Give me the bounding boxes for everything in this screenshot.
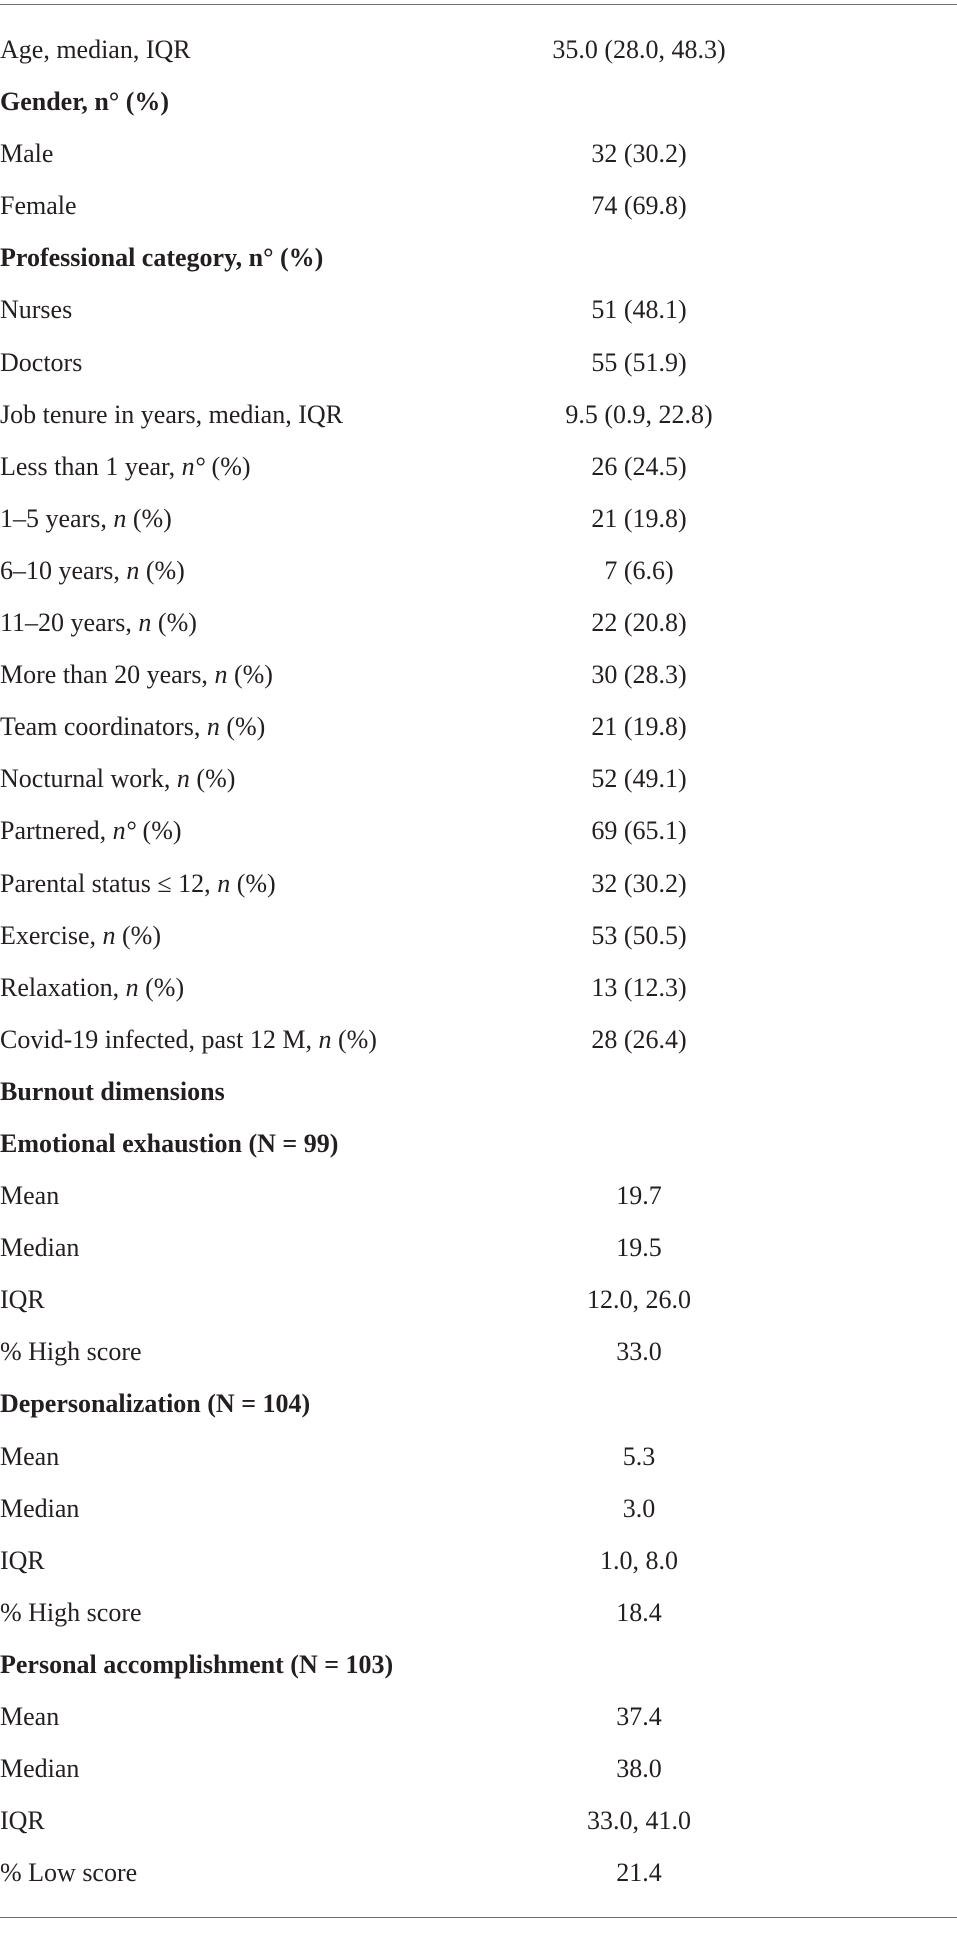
table-row [0,1691,957,1743]
table-row [0,962,957,1014]
section-heading-row [0,1118,957,1170]
row-label-suffix: (%) [189,764,236,794]
row-label-text: 11–20 years, [0,608,132,638]
row-label-count-symbol: n [217,868,231,898]
row-value: 18.4 [616,1597,662,1627]
row-label-text: Mean [0,1702,60,1731]
row-value: 22 (20.8) [591,608,687,638]
row-value: 37.4 [616,1702,662,1731]
row-label [0,180,77,232]
table-row [0,441,957,493]
row-label [0,962,184,1014]
row-value: 26 (24.5) [591,451,687,481]
row-label-suffix: (%) [126,503,172,533]
row-label [0,337,82,389]
row-label-count-symbol: n [214,660,228,690]
row-value: 30 (28.3) [591,660,687,690]
section-heading-row [0,1639,957,1691]
row-label-text: IQR [0,1285,45,1315]
row-value: 38.0 [616,1754,662,1784]
row-label-text: Job tenure in years, median, IQR [0,399,343,429]
section-heading-row [0,76,957,128]
row-value: 12.0, 26.0 [587,1285,691,1315]
row-value: 52 (49.1) [591,764,687,794]
table-top-rule [0,4,957,5]
row-label-count-symbol: n [138,608,152,638]
data-table [0,24,957,1899]
row-label-text: Less than 1 year, [0,451,176,481]
row-label [0,701,265,753]
row-label-text: Exercise, [0,920,97,950]
table-bottom-rule [0,1917,957,1918]
row-label-count-symbol: n [176,764,190,794]
row-label-text: More than 20 years, [0,660,208,690]
table-row [0,649,957,701]
section-heading [0,1639,393,1691]
table-row [0,180,957,232]
row-label-suffix: (%) [151,608,197,638]
row-label-suffix: (%) [219,712,266,742]
row-label-suffix: (%) [136,816,182,846]
row-label-count-symbol: n° [112,816,137,846]
table-row [0,493,957,545]
row-label-text: Female [0,191,77,221]
row-value: 35.0 (28.0, 48.3) [552,35,726,64]
section-heading [0,232,323,284]
table-row [0,1222,957,1274]
row-label-text: 6–10 years, [0,555,120,585]
row-label-text: Team coordinators, [0,712,201,742]
row-label-text: % High score [0,1337,142,1367]
section-heading-row [0,1066,957,1118]
row-label [0,389,343,441]
row-label-text: Covid-19 infected, past 12 M, [0,1024,312,1054]
row-label [0,597,197,649]
table-row [0,1431,957,1483]
row-label [0,1587,142,1639]
row-label-text: Doctors [0,347,83,377]
table-row [0,128,957,180]
table-row [0,1795,957,1847]
row-label-text: Partnered, [0,816,107,846]
row-label [0,24,191,76]
row-label-count-symbol: n [125,972,139,1002]
row-label-count-symbol: n [102,920,116,950]
row-label [0,1431,59,1483]
row-label-text: Mean [0,1181,60,1211]
table-row [0,910,957,962]
row-label-text: Male [0,139,54,169]
row-label-text: Relaxation, [0,972,120,1002]
row-value: 5.3 [622,1441,656,1471]
section-heading [0,76,169,128]
row-value: 3.0 [622,1493,656,1523]
row-label [0,1326,142,1378]
table-row [0,1483,957,1535]
row-label [0,284,72,336]
row-value: 55 (51.9) [591,347,687,377]
row-label [0,858,276,910]
table-row [0,337,957,389]
row-label [0,1014,377,1066]
row-label [0,1535,45,1587]
row-value: 21.4 [616,1858,662,1888]
table-row [0,597,957,649]
section-heading [0,1066,225,1118]
section-heading [0,1118,338,1170]
row-label-text: IQR [0,1806,45,1836]
row-label-text: Median [0,1754,80,1784]
row-value: 33.0 [616,1337,662,1367]
row-label-text: Nocturnal work, [0,764,171,794]
table-row [0,701,957,753]
row-value: 7 (6.6) [604,555,674,585]
row-label-count-symbol: n [126,555,140,585]
row-label [0,1222,79,1274]
row-label [0,805,182,857]
row-label [0,441,251,493]
section-heading-row [0,232,957,284]
row-label-text: Burnout dimensions [0,1076,225,1106]
table-row [0,858,957,910]
row-label-text: Emotional exhaustion (N = 99) [0,1128,339,1158]
table-row [0,1014,957,1066]
table-row [0,1326,957,1378]
row-label [0,1691,59,1743]
row-value: 13 (12.3) [591,972,687,1002]
row-value: 9.5 (0.9, 22.8) [565,399,713,429]
row-label [0,1743,79,1795]
row-label [0,1847,137,1899]
section-heading [0,1378,310,1430]
table-row [0,24,957,76]
row-label [0,1483,79,1535]
row-value: 53 (50.5) [591,920,687,950]
row-label-suffix: (%) [230,868,276,898]
row-value: 19.5 [616,1233,662,1263]
row-value: 28 (26.4) [591,1024,687,1054]
row-label-count-symbol: n° [181,451,206,481]
row-label [0,545,185,597]
row-label-count-symbol: n [113,503,127,533]
row-value: 51 (48.1) [591,295,687,325]
row-label-text: Median [0,1493,80,1523]
row-label [0,1795,45,1847]
row-label [0,910,161,962]
row-label-suffix: (%) [331,1024,377,1054]
table-row [0,1274,957,1326]
table-row [0,545,957,597]
table-row [0,284,957,336]
row-label [0,1170,59,1222]
row-label-count-symbol: n [206,712,220,742]
row-label [0,753,235,805]
row-label-text: Gender, n° (%) [0,87,170,117]
table-row [0,1847,957,1899]
row-label-text: % High score [0,1597,142,1627]
row-value: 33.0, 41.0 [587,1806,691,1836]
row-label-text: 1–5 years, [0,503,107,533]
row-label [0,1274,45,1326]
row-label-suffix: (%) [138,972,185,1002]
table-row [0,1587,957,1639]
row-label-suffix: (%) [227,660,273,690]
row-label-text: % Low score [0,1858,138,1888]
row-label-suffix: (%) [139,555,185,585]
row-value: 32 (30.2) [591,139,687,169]
row-value: 19.7 [616,1181,662,1211]
row-value: 1.0, 8.0 [600,1545,678,1575]
row-label-text: Median [0,1233,80,1263]
table-row [0,1743,957,1795]
row-label-suffix: (%) [115,920,161,950]
row-label-text: Personal accomplishment (N = 103) [0,1649,394,1679]
row-label-text: Depersonalization (N = 104) [0,1389,311,1419]
row-label-text: IQR [0,1545,45,1575]
row-label-count-symbol: n [318,1024,332,1054]
row-value: 21 (19.8) [591,712,687,742]
table-row [0,1170,957,1222]
row-value: 74 (69.8) [591,191,687,221]
table-row [0,753,957,805]
row-label-suffix: (%) [205,451,251,481]
table-row [0,389,957,441]
row-label-text: Professional category, n° (%) [0,243,324,273]
row-label [0,493,172,545]
row-value: 69 (65.1) [591,816,687,846]
row-label [0,128,53,180]
row-value: 32 (30.2) [591,868,687,898]
row-label-text: Parental status ≤ 12, [0,868,211,898]
row-value: 21 (19.8) [591,503,687,533]
row-label-text: Nurses [0,295,73,325]
section-heading-row [0,1378,957,1430]
row-label-text: Mean [0,1441,60,1471]
row-label [0,649,273,701]
table-row [0,1535,957,1587]
table-row [0,805,957,857]
row-label-text: Age, median, IQR [0,35,191,64]
